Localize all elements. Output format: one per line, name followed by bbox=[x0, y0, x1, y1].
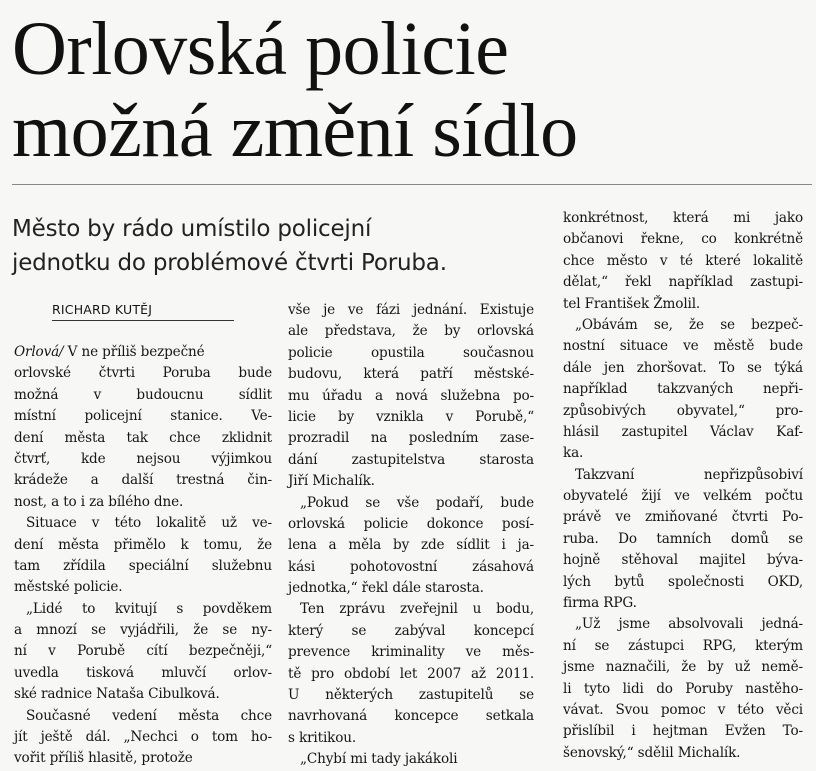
article-text-line: prozradil na posledním zase- bbox=[288, 430, 534, 447]
article-text-line: „Lidé to kvitují s povděkem bbox=[26, 600, 272, 617]
article-column-3 bbox=[563, 208, 803, 764]
article-text-line: občanovi řekne, co konkrétně bbox=[563, 231, 803, 248]
article-text-line: Jiří Michalík. bbox=[288, 473, 375, 490]
article-text-line: dení města tak chce zklidnit bbox=[14, 429, 272, 446]
article-text-line: Současné vedení města chce bbox=[26, 707, 272, 724]
article-text-line: orlovské čtvrti Poruba bude bbox=[14, 365, 272, 382]
article-text-line: dělat,“ řekl například zastupi- bbox=[563, 274, 803, 291]
article-text-line: nost, a to i za bílého dne. bbox=[14, 493, 184, 510]
article-text-line: možná v budoucnu sídlit bbox=[14, 386, 272, 403]
article-text-line: uvedla tisková mluvčí orlov- bbox=[14, 664, 272, 681]
article-text-line: s kritikou. bbox=[288, 729, 357, 746]
byline: RICHARD KUTĚJ bbox=[52, 302, 234, 321]
subheadline-line-1: Město by rádo umístilo policejní bbox=[12, 216, 372, 242]
article-text-line: ské radnice Nataša Cibulková. bbox=[14, 686, 220, 703]
article-text-line: tě pro období let 2007 až 2011. bbox=[288, 665, 534, 682]
subheadline-line-2: jednotku do problémové čtvrti Poruba. bbox=[12, 250, 447, 276]
article-text-line: dále jen zhoršovat. To se týká bbox=[563, 359, 803, 376]
article-text-line: „Už jsme absolvovali jedná- bbox=[575, 616, 803, 633]
article-text-line: Ten zprávu zveřejnil u bodu, bbox=[300, 601, 534, 618]
headline-line-1: Orlovská policie bbox=[12, 7, 509, 91]
article-text-line: ka. bbox=[563, 445, 584, 462]
article-text-line: „Pokud se vše podaří, bude bbox=[300, 494, 534, 511]
article-text-line: nostní situace ve městě bude bbox=[563, 338, 803, 355]
article-text-line: „Obávám se, že se bezpeč- bbox=[575, 316, 803, 333]
headline bbox=[12, 8, 812, 172]
article-text: V ne příliš bezpečné bbox=[63, 344, 205, 360]
article-text-line: městské policie. bbox=[14, 579, 123, 596]
article-text-line: ní v Porubě cítí bezpečněji,“ bbox=[14, 643, 272, 660]
article-text-line: krádeže a další trestná čin- bbox=[14, 472, 272, 489]
article-text-line: šenovský,“ sdělil Michalík. bbox=[563, 744, 741, 761]
article-text-line: licie by vznikla v Porubě,“ bbox=[288, 408, 534, 425]
article-text-line: budovu, která patří městské- bbox=[288, 366, 534, 383]
article-text-line bbox=[14, 342, 272, 363]
article-text-line: způsobivých obyvatel,“ pro- bbox=[563, 402, 803, 419]
subheadline bbox=[12, 212, 552, 280]
article-text-line: vořit příliš hlasitě, protože bbox=[14, 750, 193, 767]
article-text-line: například takzvaných nepři- bbox=[563, 381, 803, 398]
article-text-line: jít ještě dál. „Nechci o tom ho- bbox=[14, 729, 272, 746]
article-text-line: li tyto lidi do Poruby nastěho- bbox=[563, 680, 803, 697]
article-text-line: firma RPG. bbox=[563, 595, 637, 612]
article-text-line: který se zabýval koncepcí bbox=[288, 622, 534, 639]
article-text-line: právě ve zmiňované čtvrti Po- bbox=[563, 509, 803, 526]
article-column-1 bbox=[14, 342, 272, 770]
article-text-line: U některých zastupitelů se bbox=[288, 687, 534, 704]
headline-line-2: možná změní sídlo bbox=[12, 89, 578, 173]
article-text-line: lých bytů společnosti OKD, bbox=[563, 573, 803, 590]
article-text-line: vše je ve fázi jednání. Existuje bbox=[288, 302, 534, 318]
article-text-line: Situace v této lokalitě už ve- bbox=[26, 515, 272, 532]
article-text-line: orlovská policie dokonce posí- bbox=[288, 515, 534, 532]
article-text-line: ní se zástupci RPG, kterým bbox=[563, 637, 803, 654]
article-text-line: lena a měla by zde sídlit i ja- bbox=[288, 537, 534, 554]
article-text-line: ale představa, že by orlovská bbox=[288, 323, 534, 340]
article-text-line: jsme naznačili, že by už nemě- bbox=[563, 659, 803, 676]
article-text-line: „Chybí mi tady jakákoli bbox=[300, 751, 458, 768]
article-text-line: tel František Žmolil. bbox=[563, 295, 701, 312]
article-text-line: obyvatelé žijí ve velkém počtu bbox=[563, 488, 803, 505]
article-text-line: vávat. Svou pomoc v této věci bbox=[563, 701, 803, 718]
article-text-line: hlásil zastupitel Václav Kaf- bbox=[563, 423, 803, 440]
article-text-line: dení města přimělo k tomu, že bbox=[14, 536, 272, 553]
article-text-line: místní policejní stanice. Ve- bbox=[14, 408, 272, 425]
article-text-line: konkrétnost, která mi jako bbox=[563, 210, 803, 226]
article-text-line: jednotka,“ řekl dále starosta. bbox=[288, 580, 484, 597]
article-text-line: chce město v té které lokalitě bbox=[563, 252, 803, 269]
article-text-line: hojně stěhoval majitel býva- bbox=[563, 552, 803, 569]
article-text-line: policie opustila současnou bbox=[288, 344, 534, 361]
article-text-line: přislíbil i hejtman Evžen To- bbox=[563, 723, 803, 740]
article-text-line: mu úřadu a nová služebna po- bbox=[288, 387, 534, 404]
article-text-line: tam zřídila speciální služebnu bbox=[14, 557, 272, 574]
headline-divider bbox=[12, 184, 812, 185]
article-text-line: kási pohotovostní zásahová bbox=[288, 558, 534, 575]
article-text-line: prevence kriminality ve měs- bbox=[288, 644, 534, 661]
article-column-2 bbox=[288, 300, 534, 771]
article-text-line: ruba. Do tamních domů se bbox=[563, 530, 803, 547]
article-text-line: dání zastupitelstva starosta bbox=[288, 451, 534, 468]
article-text-line: navrhovaná koncepce setkala bbox=[288, 708, 534, 725]
article-text-line: a mnozí se vyjádřili, že se ny- bbox=[14, 622, 272, 639]
article-text-line: čtvrť, kde nejsou výjimkou bbox=[14, 450, 272, 467]
dateline-place: Orlová/ bbox=[14, 344, 64, 360]
article-text-line: Takzvaní nepřizpůsobiví bbox=[575, 466, 803, 483]
